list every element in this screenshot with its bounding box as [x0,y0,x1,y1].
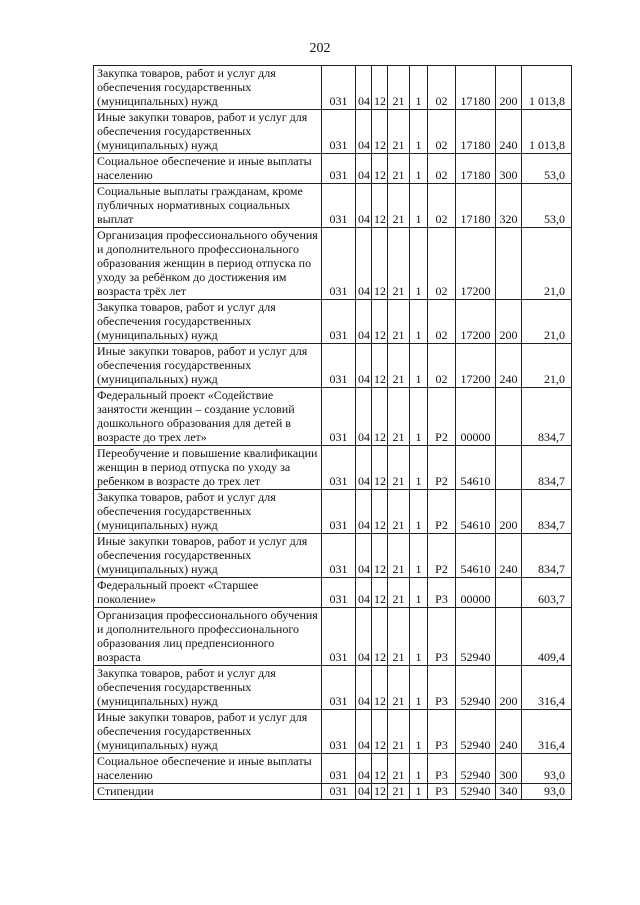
project-code: P3 [428,710,456,754]
section-code: 04 [356,154,372,184]
subprogram-code: 1 [410,154,428,184]
row-name: Иные закупки товаров, работ и услуг для обеспечения государственных (муниципальных) нужд [94,534,322,578]
expense-type-code: 240 [496,344,522,388]
row-name: Социальное обеспечение и иные выплаты населению [94,754,322,784]
subsection-code: 12 [372,154,388,184]
row-name: Закупка товаров, работ и услуг для обеспечения государственных (муниципальных) нужд [94,300,322,344]
subprogram-code: 1 [410,578,428,608]
table-row [94,344,572,388]
program-code: 21 [388,754,410,784]
table-body [94,66,572,800]
amount: 53,0 [522,154,572,184]
subprogram-code: 1 [410,110,428,154]
amount: 603,7 [522,578,572,608]
section-code: 04 [356,388,372,446]
table-row [94,110,572,154]
section-code: 04 [356,490,372,534]
table-row [94,66,572,110]
program-code: 21 [388,184,410,228]
section-code: 04 [356,446,372,490]
section-code: 04 [356,666,372,710]
admin-code: 031 [322,578,356,608]
table-row [94,300,572,344]
direction-code: 52940 [456,608,496,666]
subsection-code: 12 [372,710,388,754]
direction-code: 52940 [456,784,496,800]
amount: 53,0 [522,184,572,228]
project-code: 02 [428,66,456,110]
admin-code: 031 [322,490,356,534]
admin-code: 031 [322,710,356,754]
expense-type-code: 240 [496,710,522,754]
amount: 93,0 [522,754,572,784]
row-name: Иные закупки товаров, работ и услуг для обеспечения государственных (муниципальных) нужд [94,110,322,154]
row-name: Федеральный проект «Старшее поколение» [94,578,322,608]
expense-type-code: 200 [496,666,522,710]
program-code: 21 [388,228,410,300]
subsection-code: 12 [372,534,388,578]
row-name: Организация профессионального обучения и дополнительного профессионального образования лиц предпенсионного возраста [94,608,322,666]
admin-code: 031 [322,66,356,110]
subsection-code: 12 [372,578,388,608]
project-code: P2 [428,534,456,578]
direction-code: 17200 [456,228,496,300]
admin-code: 031 [322,388,356,446]
amount: 834,7 [522,490,572,534]
admin-code: 031 [322,110,356,154]
subprogram-code: 1 [410,754,428,784]
program-code: 21 [388,388,410,446]
project-code: P3 [428,608,456,666]
subprogram-code: 1 [410,710,428,754]
project-code: 02 [428,300,456,344]
direction-code: 54610 [456,490,496,534]
subprogram-code: 1 [410,608,428,666]
section-code: 04 [356,784,372,800]
subsection-code: 12 [372,388,388,446]
direction-code: 00000 [456,388,496,446]
subprogram-code: 1 [410,388,428,446]
expense-type-code: 340 [496,784,522,800]
admin-code: 031 [322,446,356,490]
subsection-code: 12 [372,300,388,344]
expense-type-code [496,388,522,446]
direction-code: 54610 [456,534,496,578]
subsection-code: 12 [372,110,388,154]
row-name: Стипендии [94,784,322,800]
program-code: 21 [388,534,410,578]
expense-type-code [496,578,522,608]
table-row [94,754,572,784]
section-code: 04 [356,710,372,754]
section-code: 04 [356,66,372,110]
project-code: P3 [428,578,456,608]
subprogram-code: 1 [410,66,428,110]
row-name: Переобучение и повышение квалификации женщин в период отпуска по уходу за ребенком в возрасте до трех лет [94,446,322,490]
expense-type-code [496,446,522,490]
row-name: Закупка товаров, работ и услуг для обеспечения государственных (муниципальных) нужд [94,490,322,534]
admin-code: 031 [322,228,356,300]
table-row [94,490,572,534]
direction-code: 17200 [456,344,496,388]
project-code: 02 [428,184,456,228]
table-row [94,228,572,300]
program-code: 21 [388,666,410,710]
admin-code: 031 [322,184,356,228]
amount: 1 013,8 [522,110,572,154]
project-code: P2 [428,388,456,446]
subprogram-code: 1 [410,666,428,710]
program-code: 21 [388,446,410,490]
program-code: 21 [388,154,410,184]
subsection-code: 12 [372,66,388,110]
admin-code: 031 [322,784,356,800]
program-code: 21 [388,490,410,534]
direction-code: 52940 [456,710,496,754]
section-code: 04 [356,534,372,578]
amount: 316,4 [522,666,572,710]
project-code: P2 [428,446,456,490]
admin-code: 031 [322,754,356,784]
section-code: 04 [356,754,372,784]
expense-type-code: 320 [496,184,522,228]
table-row [94,184,572,228]
section-code: 04 [356,608,372,666]
subsection-code: 12 [372,184,388,228]
amount: 409,4 [522,608,572,666]
subsection-code: 12 [372,446,388,490]
row-name: Иные закупки товаров, работ и услуг для обеспечения государственных (муниципальных) нужд [94,344,322,388]
project-code: 02 [428,110,456,154]
expense-type-code: 240 [496,534,522,578]
row-name: Иные закупки товаров, работ и услуг для обеспечения государственных (муниципальных) нужд [94,710,322,754]
amount: 316,4 [522,710,572,754]
program-code: 21 [388,578,410,608]
admin-code: 031 [322,666,356,710]
project-code: 02 [428,154,456,184]
section-code: 04 [356,184,372,228]
project-code: 02 [428,228,456,300]
expense-type-code: 200 [496,66,522,110]
admin-code: 031 [322,154,356,184]
program-code: 21 [388,784,410,800]
subprogram-code: 1 [410,228,428,300]
subsection-code: 12 [372,666,388,710]
subprogram-code: 1 [410,534,428,578]
expense-type-code: 200 [496,300,522,344]
amount: 21,0 [522,300,572,344]
project-code: P3 [428,666,456,710]
table-row [94,534,572,578]
expense-type-code: 300 [496,154,522,184]
table-row [94,578,572,608]
program-code: 21 [388,710,410,754]
section-code: 04 [356,228,372,300]
table-row [94,666,572,710]
page-number: 202 [309,41,331,56]
subsection-code: 12 [372,490,388,534]
direction-code: 54610 [456,446,496,490]
direction-code: 17180 [456,154,496,184]
expense-type-code [496,228,522,300]
subprogram-code: 1 [410,344,428,388]
program-code: 21 [388,300,410,344]
amount: 21,0 [522,228,572,300]
table-row [94,388,572,446]
admin-code: 031 [322,608,356,666]
amount: 834,7 [522,388,572,446]
subsection-code: 12 [372,228,388,300]
direction-code: 17200 [456,300,496,344]
direction-code: 17180 [456,110,496,154]
table-row [94,710,572,754]
program-code: 21 [388,344,410,388]
project-code: P3 [428,754,456,784]
row-name: Закупка товаров, работ и услуг для обеспечения государственных (муниципальных) нужд [94,66,322,110]
row-name: Социальные выплаты гражданам, кроме публичных нормативных социальных выплат [94,184,322,228]
subsection-code: 12 [372,784,388,800]
subsection-code: 12 [372,344,388,388]
admin-code: 031 [322,344,356,388]
project-code: 02 [428,344,456,388]
direction-code: 17180 [456,66,496,110]
amount: 93,0 [522,784,572,800]
program-code: 21 [388,608,410,666]
expense-type-code [496,608,522,666]
table-row [94,608,572,666]
subsection-code: 12 [372,608,388,666]
table-row [94,446,572,490]
amount: 21,0 [522,344,572,388]
amount: 834,7 [522,446,572,490]
table-row [94,784,572,800]
expense-type-code: 300 [496,754,522,784]
budget-table [93,65,572,800]
expense-type-code: 240 [496,110,522,154]
subprogram-code: 1 [410,446,428,490]
project-code: P2 [428,490,456,534]
section-code: 04 [356,110,372,154]
direction-code: 52940 [456,754,496,784]
program-code: 21 [388,110,410,154]
admin-code: 031 [322,534,356,578]
row-name: Социальное обеспечение и иные выплаты населению [94,154,322,184]
amount: 1 013,8 [522,66,572,110]
row-name: Закупка товаров, работ и услуг для обеспечения государственных (муниципальных) нужд [94,666,322,710]
program-code: 21 [388,66,410,110]
section-code: 04 [356,344,372,388]
subprogram-code: 1 [410,184,428,228]
subprogram-code: 1 [410,300,428,344]
amount: 834,7 [522,534,572,578]
row-name: Федеральный проект «Содействие занятости женщин – создание условий дошкольного образования для детей в возрасте до трех лет» [94,388,322,446]
subprogram-code: 1 [410,490,428,534]
admin-code: 031 [322,300,356,344]
table-row [94,154,572,184]
subsection-code: 12 [372,754,388,784]
direction-code: 52940 [456,666,496,710]
expense-type-code: 200 [496,490,522,534]
project-code: P3 [428,784,456,800]
direction-code: 17180 [456,184,496,228]
direction-code: 00000 [456,578,496,608]
row-name: Организация профессионального обучения и дополнительного профессионального образования женщин в период отпуска по уходу за ребёнком до достижения им возраста трёх лет [94,228,322,300]
section-code: 04 [356,300,372,344]
section-code: 04 [356,578,372,608]
subprogram-code: 1 [410,784,428,800]
